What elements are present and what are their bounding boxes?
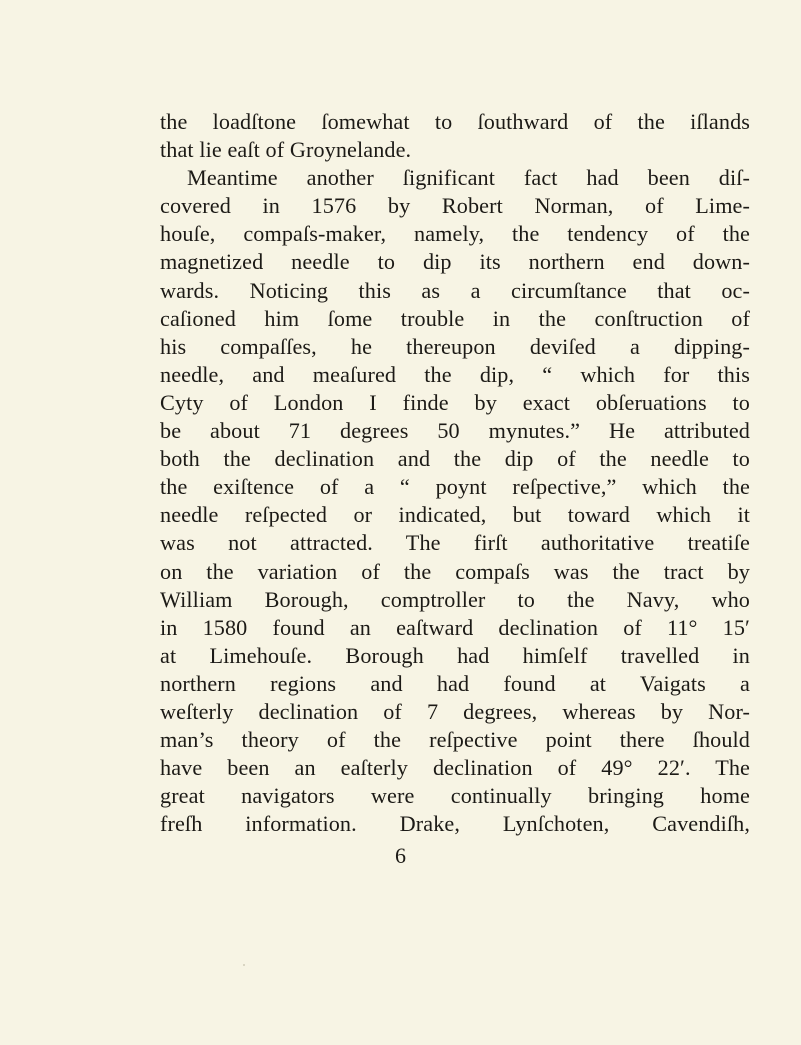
- text-line-6: magnetized needle to dip its northern end down-: [160, 249, 750, 275]
- text-line-11: Cyty of London I finde by exact obſeruations to: [160, 389, 750, 415]
- text-line-25: great navigators were continually bringing home: [160, 783, 750, 809]
- text-line-22: weſterly declination of 7 degrees, whereas by Nor-: [160, 698, 750, 724]
- text-line-18: William Borough, comptroller to the Navy, who: [160, 586, 750, 612]
- body-text: [160, 108, 750, 838]
- text-line-14: the exiſtence of a “ poynt reſpective,” which the: [160, 474, 750, 500]
- text-line-3: Meantime another ſignificant fact had been diſ-: [187, 165, 750, 191]
- text-line-20: at Limehouſe. Borough had himſelf travelled in: [160, 642, 750, 668]
- text-line-2: that lie eaſt of Groynelande.: [160, 137, 412, 163]
- text-line-4: covered in 1576 by Robert Norman, of Lime-: [160, 193, 750, 219]
- text-line-9: his compaſſes, he thereupon deviſed a dipping-: [160, 333, 750, 359]
- page-number: 6: [395, 843, 406, 868]
- text-line-12: be about 71 degrees 50 mynutes.” He attributed: [160, 418, 750, 444]
- text-line-10: needle, and meaſured the dip, “ which for this: [160, 361, 750, 387]
- text-line-8: caſioned him ſome trouble in the conſtruction of: [160, 305, 750, 331]
- text-line-1: the loadſtone ſomewhat to ſouthward of the iſlands: [160, 109, 750, 134]
- text-line-21: northern regions and had found at Vaigats a: [160, 670, 750, 696]
- text-line-24: have been an eaſterly declination of 49° 22′. The: [160, 755, 750, 781]
- text-line-17: on the variation of the compaſs was the tract by: [160, 558, 750, 584]
- text-line-13: both the declination and the dip of the needle to: [160, 446, 750, 472]
- text-line-26: freſh information. Drake, Lynſchoten, Cavendiſh,: [160, 811, 750, 837]
- paper-speck: [243, 964, 245, 966]
- text-line-15: needle reſpected or indicated, but toward which it: [160, 502, 750, 528]
- text-line-7: wards. Noticing this as a circumſtance that oc-: [160, 277, 750, 303]
- text-line-5: houſe, compaſs-maker, namely, the tendency of the: [160, 221, 750, 247]
- text-line-19: in 1580 found an eaſtward declination of 11° 15′: [160, 614, 750, 640]
- text-line-16: was not attracted. The firſt authoritative treatiſe: [160, 530, 750, 556]
- text-line-23: man’s theory of the reſpective point there ſhould: [160, 727, 750, 753]
